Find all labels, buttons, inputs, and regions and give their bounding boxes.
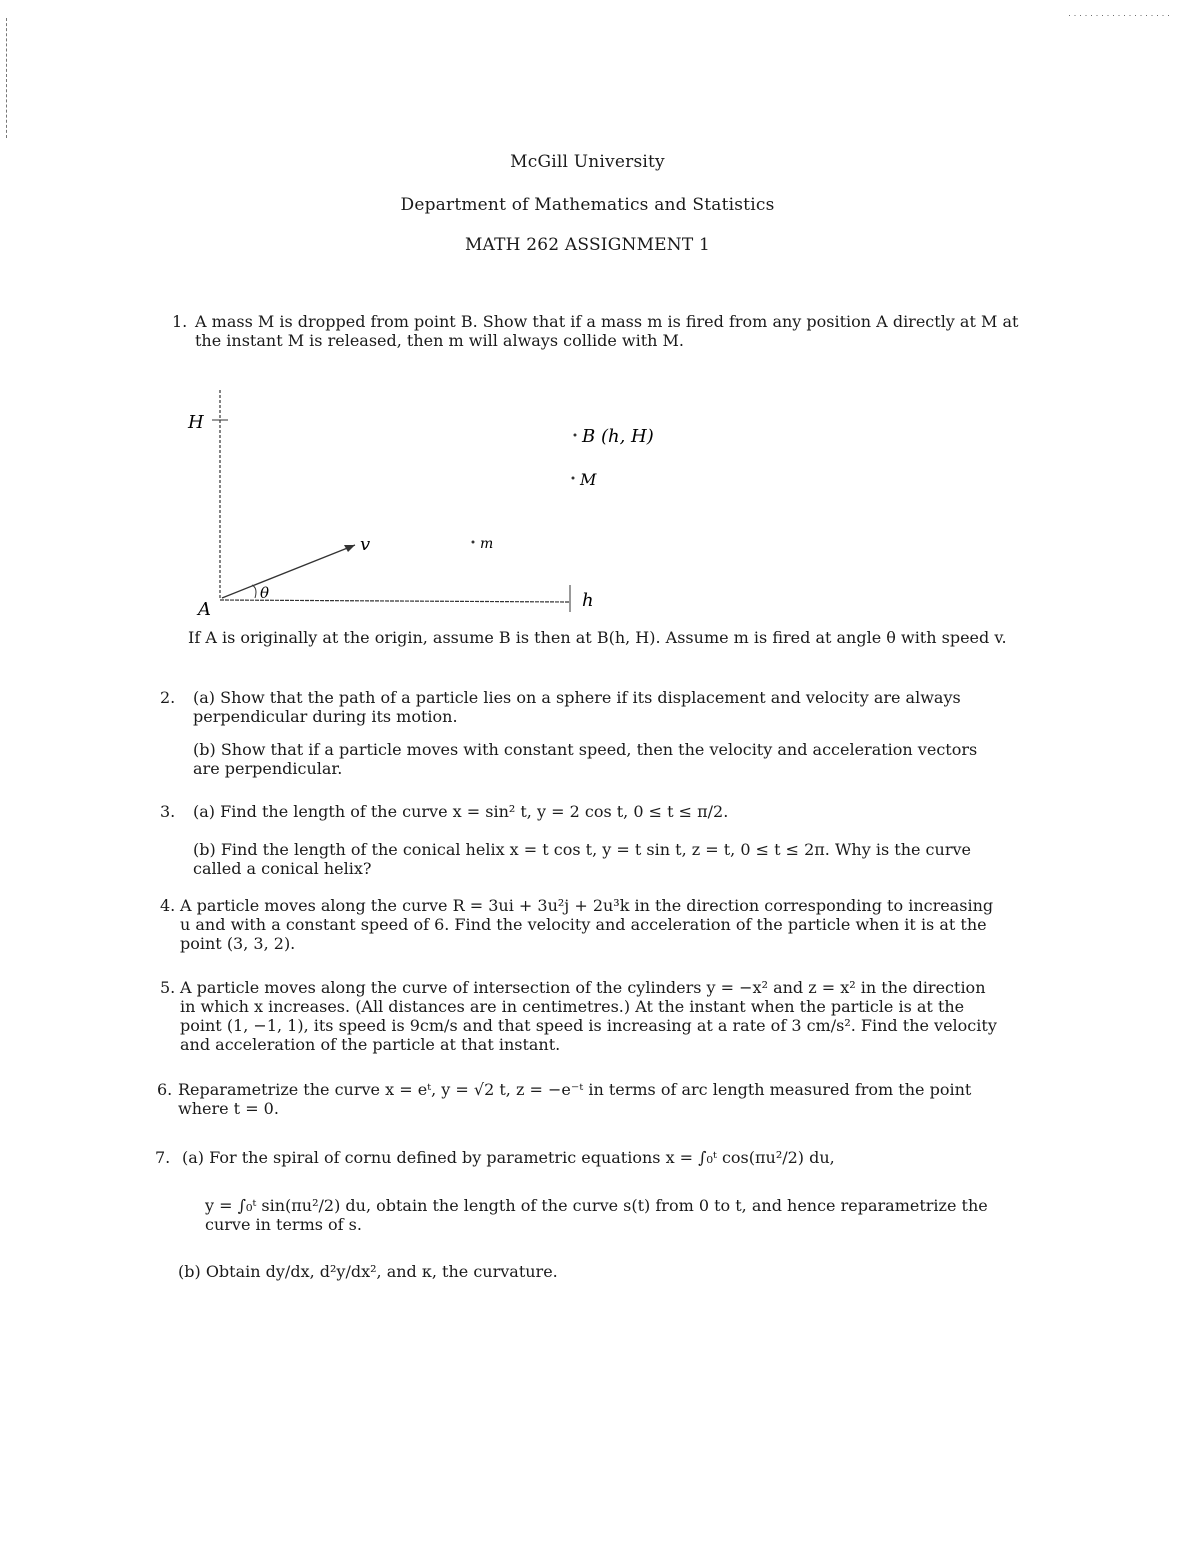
- problem-2b-text: (b) Show that if a particle moves with constant speed, then the velocity and acceleration vectors are perpendicular.: [193, 740, 978, 778]
- margin-marks: [6, 18, 10, 138]
- assignment-title: MATH 262 ASSIGNMENT 1: [464, 235, 711, 255]
- department-name: Department of Mathematics and Statistics: [400, 195, 775, 215]
- problem-7-number: 7.: [155, 1148, 171, 1167]
- label-v: v: [360, 534, 371, 555]
- label-H: H: [188, 412, 204, 433]
- label-M: M: [580, 470, 597, 489]
- problem-7b-text: (b) Obtain dy/dx, d²y/dx², and κ, the curvature.: [178, 1262, 558, 1281]
- problem-5-text: A particle moves along the curve of intersection of the cylinders y = −x² and z = x² in the direction in which x increases. (All distances are in centimetres.) At the instant when the particle is at the point (1, −1, 1), its speed is 9cm/s and that speed is increasing at a rate of 3 cm/s². Find the velocity and acceleration of the particle at that instant.: [180, 978, 997, 1054]
- label-A: A: [198, 599, 211, 620]
- problem-1-number: 1.: [172, 312, 188, 331]
- problem-7a-continued: y = ∫₀ᵗ sin(πu²/2) du, obtain the length of the curve s(t) from 0 to t, and hence reparametrize the curve in terms of s.: [205, 1196, 988, 1234]
- theta-arc: [252, 585, 256, 598]
- point-M: [572, 477, 575, 480]
- problem-3a-text: (a) Find the length of the curve x = sin² t, y = 2 cos t, 0 ≤ t ≤ π/2.: [193, 802, 729, 821]
- point-m: [472, 541, 475, 544]
- problem-5-number: 5.: [160, 978, 176, 997]
- problem-1-note: If A is originally at the origin, assume B is then at B(h, H). Assume m is fired at angle θ with speed v.: [188, 628, 1007, 647]
- problem-2a-text: (a) Show that the path of a particle lies on a sphere if its displacement and velocity are always perpendicular during its motion.: [193, 688, 961, 726]
- problem-7a-text: (a) For the spiral of cornu defined by parametric equations x = ∫₀ᵗ cos(πu²/2) du,: [182, 1148, 835, 1167]
- problem-6-text: Reparametrize the curve x = eᵗ, y = √2 t, z = −e⁻ᵗ in terms of arc length measured from the point where t = 0.: [178, 1080, 972, 1118]
- velocity-vector: [222, 545, 355, 598]
- university-name: McGill University: [510, 152, 665, 172]
- label-B: B (h, H): [582, 426, 654, 447]
- projectile-diagram: [170, 380, 670, 625]
- problem-3-number: 3.: [160, 802, 176, 821]
- problem-1-text: A mass M is dropped from point B. Show that if a mass m is fired from any position A directly at M at the instant M is released, then m will always collide with M.: [195, 312, 1019, 350]
- label-theta: θ: [260, 584, 270, 602]
- problem-6-number: 6.: [157, 1080, 173, 1099]
- problem-2-number: 2.: [160, 688, 176, 707]
- horizontal-axis: [220, 600, 570, 602]
- point-B: [574, 434, 577, 437]
- problem-4-text: A particle moves along the curve R = 3ui + 3u²j + 2u³k in the direction corresponding to increasing u and with a constant speed of 6. Find the velocity and acceleration of the particle when it is at the point (3, 3, 2).: [180, 896, 994, 953]
- label-m: m: [480, 536, 494, 552]
- problem-3b-text: (b) Find the length of the conical helix x = t cos t, y = t sin t, z = t, 0 ≤ t ≤ 2π. Why is the curve called a conical helix?: [193, 840, 971, 878]
- label-h: h: [582, 590, 594, 611]
- problem-4-number: 4.: [160, 896, 176, 915]
- scan-artifact: · · · · · · · · · · · · · · · · · · ·: [1068, 10, 1170, 20]
